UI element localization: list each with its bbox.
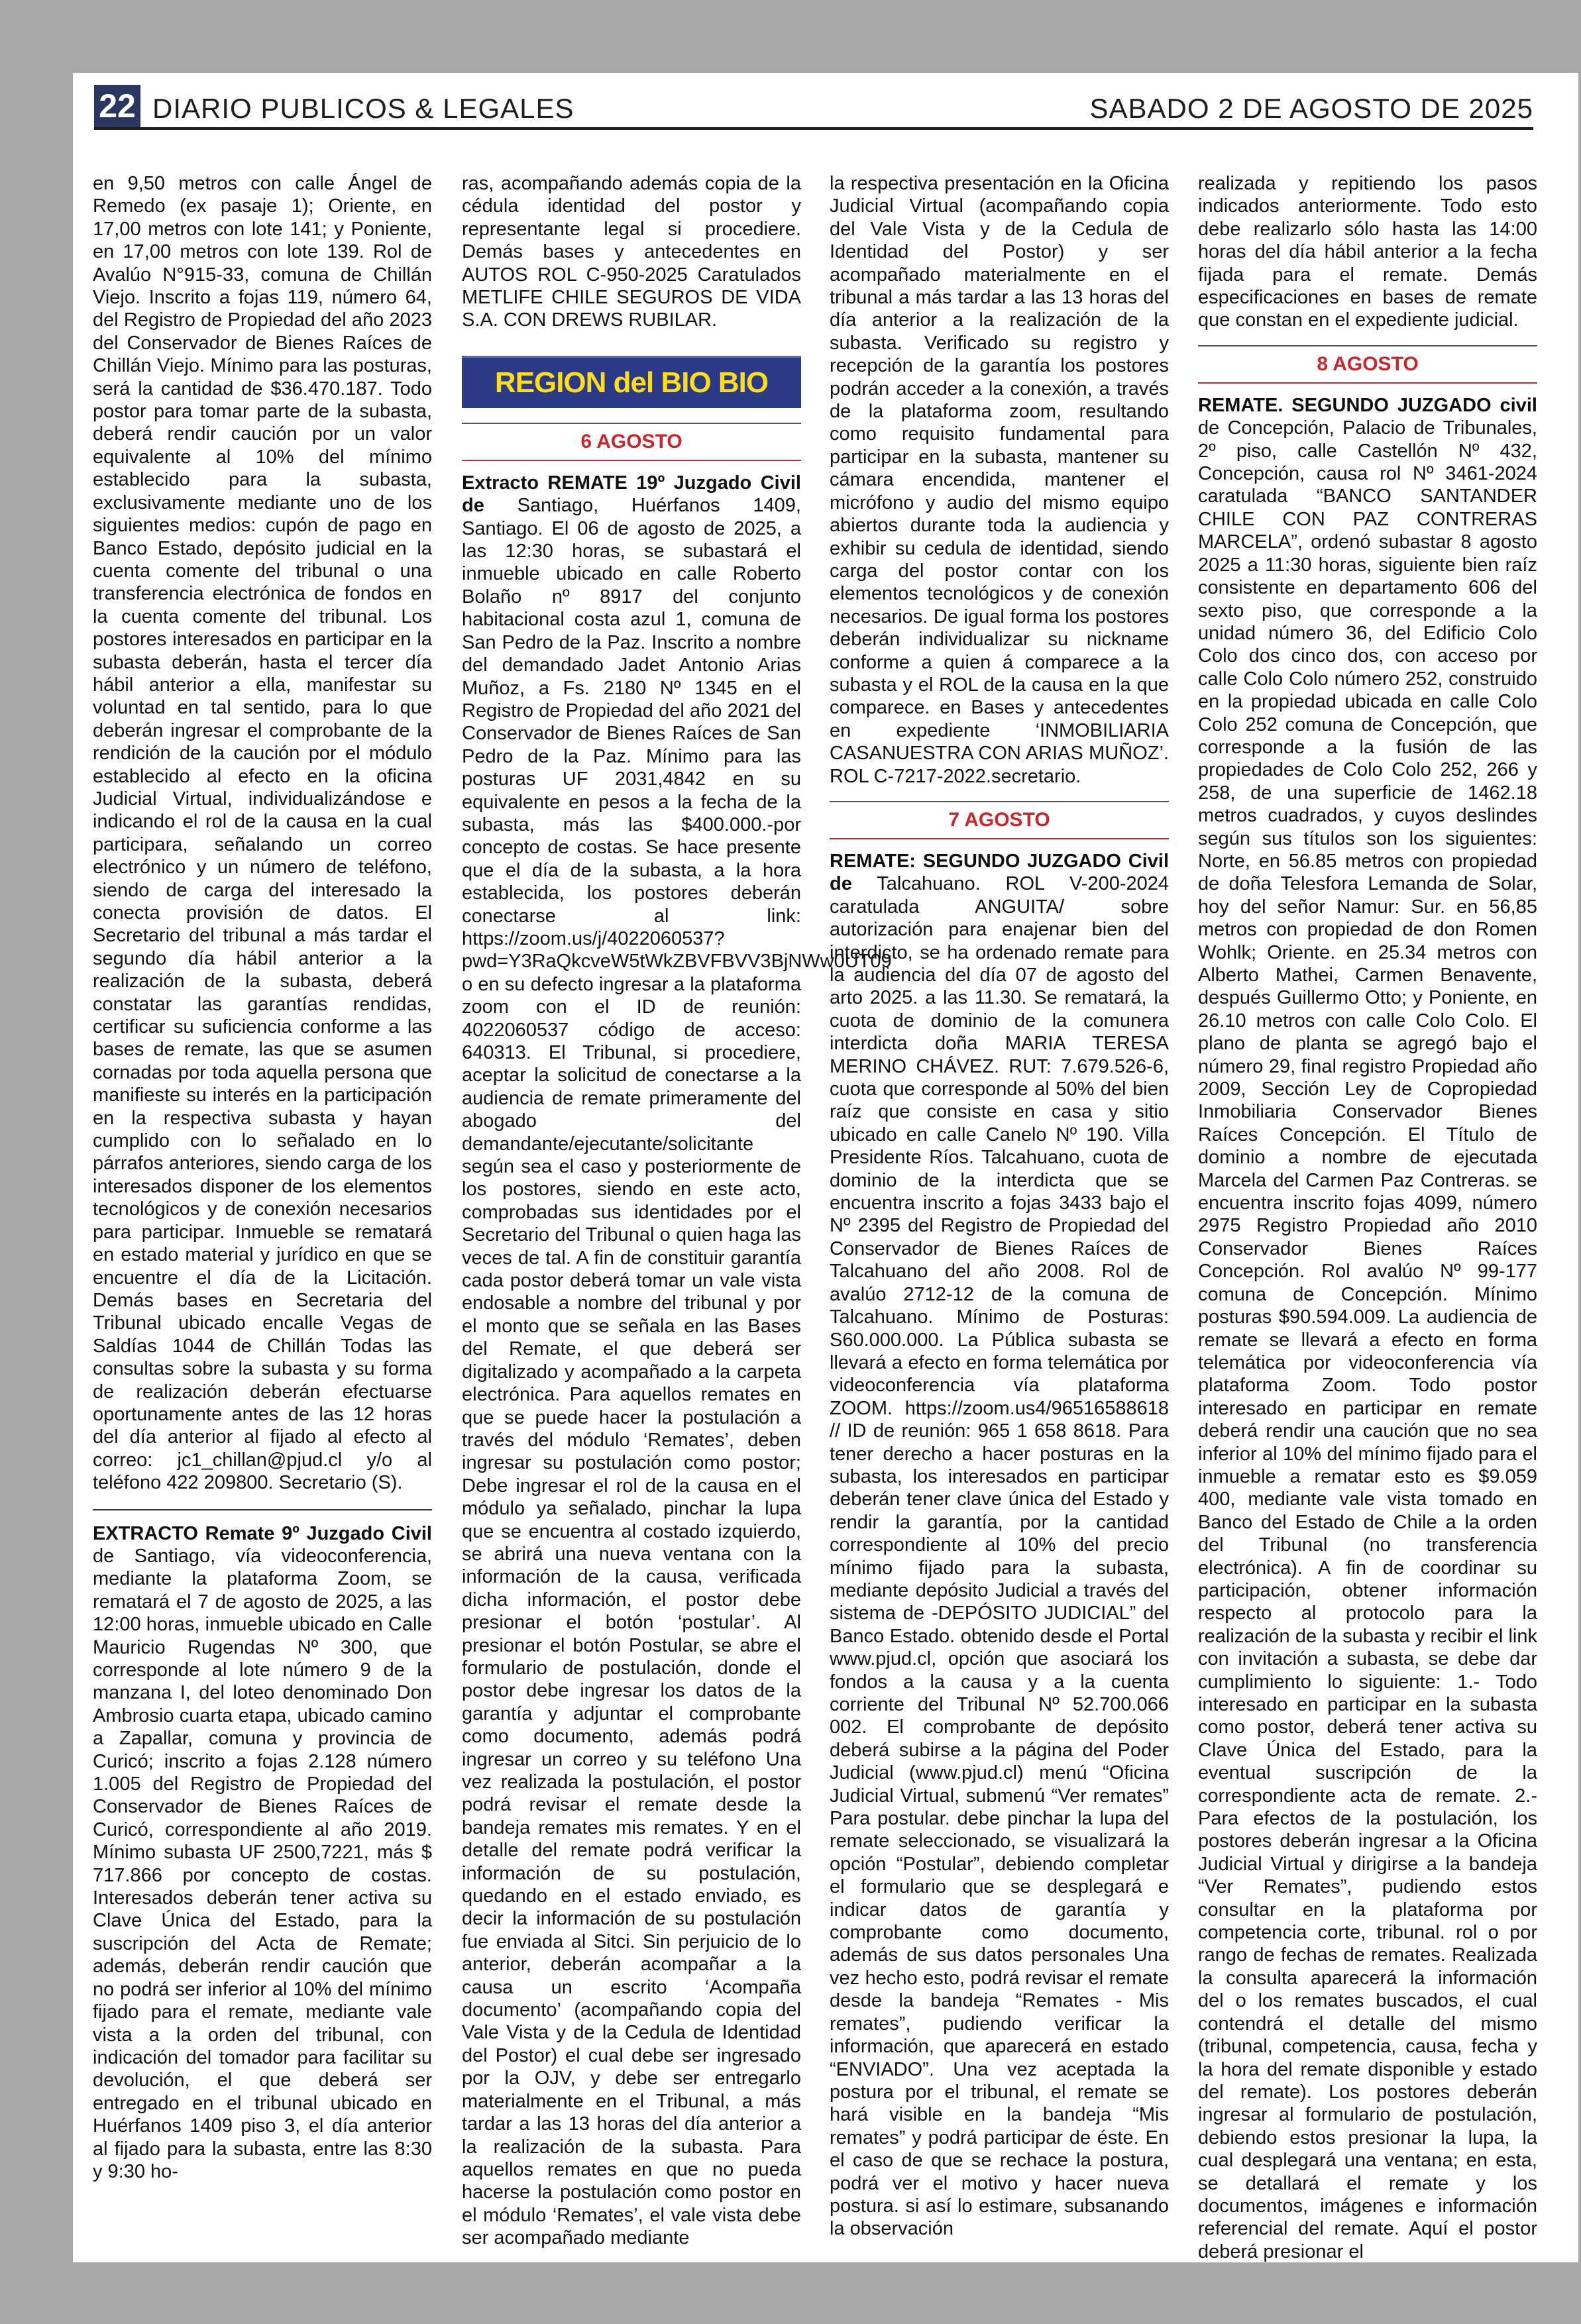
notice-chillan-continued: en 9,50 metros con calle Ángel de Remedo (ex pasaje 1); Oriente, en 17,00 metros con lote 141; y Poniente, en 17,00 metros con lote 139. Rol de Avalúo N°915-33, comuna de Chillán Viejo. Inscrito a fojas 119, número 64, del Registro de Propiedad del año 2023 del Conservador de Bienes Raíces de Chillán Viejo. Mínimo para las posturas, será la cantidad de $36.470.187. Todo postor para tomar parte de la subasta, deberá rendir caución por un valor equivalente al 10% del mínimo establecido para la subasta, exclusivamente mediante uno de los siguientes medios: cupón de pago en Banco Estado, depósito judicial en la cuenta comente del tribunal o una transferencia electrónica de fondos en la cuenta comente del tribunal. Los postores interesados en participar en la subasta deberán, hasta el tercer día hábil anterior a ella, manifestar su voluntad en tal sentido, para lo que deberán ingresar el comprobante de la rendición de la caución por el módulo establecido al efecto en la oficina Judicial Virtual, individualizándose e indicando el rol de la causa en la cual participara, señalando un correo electrónico y un número de teléfono, siendo de carga del interesado la conecta provisión de datos. El Secretario del tribunal a más tardar el segundo día hábil anterior a la realización de la subasta, deberá constatar las garantías rendidas, certificar su suficiencia conforme a las bases de remate, las que se asumen cornadas por toda aquella persona que manifieste su interés en la participación en la respectiva subasta y hayan cumplido con lo señalado en lo párrafos anteriores, siendo carga de los interesados disponer de los elementos tecnológicos y de conexión necesarios para participar. Inmueble se rematará en estado material y jurídico en que se encuentre el día de la Licitación. Demás bases en Secretaria del Tribunal ubicado encalle Vegas de Saldías 1044 de Chillán Todas las consultas sobre la subasta y su forma de realización deberán efectuarse oportunamente antes de las 12 horas del día anterior al fijado al efecto al correo: jc1_chillan@pjud.cl y/o al teléfono 422 209800. Secretario (S).: [93, 173, 432, 1494]
column-4: [1198, 172, 1537, 2262]
column-2: [462, 172, 892, 2259]
notice-lead: EXTRACTO Remate 9º Juzgado Civil: [93, 1522, 432, 1544]
notice-19-juzgado: [462, 472, 892, 2250]
notice-9-juzgado-continued: ras, acompañando además copia de la cédula identidad del postor y representante legal si procediere. Demás bases y antecedentes en AUTOS ROL C-950-2025 Caratulados METLIFE CHILE SEGUROS DE VIDA S.A. CON DREWS RUBILAR.: [462, 173, 801, 331]
notice-body: Santiago, Huérfanos 1409, Santiago. El 06 de agosto de 2025, a las 12:30 horas, se subastará el inmueble ubicado en calle Roberto Bolaño nº 8917 del conjunto habitacional costa azul 1, comuna de San Pedro de la Paz. Inscrito a nombre del demandado Jadet Antonio Arias Muñoz, a Fs. 2180 Nº 1345 en el Registro de Propiedad del año 2021 del Conservador de Bienes Raíces de San Pedro de la Paz. Mínimo para las posturas UF 2031,4842 en su equivalente en pesos a la fecha de la subasta, más las $400.000.-por concepto de costas. Se hace presente que el día de la subasta, a la hora establecida, los postores deberán conectarse al link: https://zoom.us/j/4022060537?pwd=Y3RaQkcveW5tWkZBVFBVV3BjNWw0UT09 o en su defecto ingresar a la plataforma zoom con el ID de reunión: 4022060537 código de acceso: 640313. El Tribunal, si procediere, aceptar la solicitud de conectarse a la audiencia de remate primeramente del abogado del demandante/ejecutante/solicitante según sea el caso y posteriormente de los postores, siendo en este acto, comprobadas sus identidades por el Secretario del Tribunal o quien haga las veces de tal. A fin de constituir garantía cada postor deberá tomar un vale vista endosable a nombre del tribunal y por el monto que se señala en las Bases del Remate, el que deberá ser digitalizado y acompañado a la carpeta electrónica. Para aquellos remates en que se puede hacer la postulación a través del módulo ‘Remates’, deben ingresar su postulación como postor; Debe ingresar el rol de la causa en el módulo ya señalado, pinchar la lupa que se encuentra al costado izquierdo, se abrirá una nueva ventana con la información de la causa, verificada dicha información, el postor debe presionar el botón ‘postular’. Al presionar el botón Postular, se abre el formulario de postulación, donde el postor debe ingresar los datos de la garantía y adjuntar el comprobante como documento, además podrá ingresar un correo y su teléfono Una vez realizada la postulación, el postor podrá revisar el remate desde la bandeja remates mis remates. Y en el detalle del remate podrá verificar la información de su postulación, quedando en el estado enviado, es decir la información de su postulación fue enviada al Sitci. Sin perjuicio de lo anterior, deberán acompañar a la causa un escrito ‘Acompaña documento’ (acompañando copia del Vale Vista y de la Cedula de Identidad del Postor) el cual debe ser ingresado por la OJV, y debe ser entregarlo materialmente en el Tribunal, a más tardar a las 13 horas del día anterior a la realización de la subasta. Para aquellos remates en que no pueda hacerse la postulación como postor en el módulo ‘Remates’, el vale vista debe ser acompañado mediante: [462, 495, 892, 2249]
header-divider: [94, 127, 1533, 130]
notice-concepcion: [1198, 394, 1537, 2263]
section-heading-8-agosto: 8 AGOSTO: [1198, 345, 1537, 384]
column-1: [93, 172, 432, 2259]
section-heading-7-agosto: 7 AGOSTO: [830, 801, 1169, 839]
notice-talcahuano: [830, 850, 1169, 2241]
section-heading-6-agosto: 6 AGOSTO: [462, 423, 801, 461]
notice-talcahuano-continued: realizada y repitiendo los pasos indicados anteriormente. Todo esto debe realizarlo sólo hasta las 14:00 horas del día hábil anterior a la fecha fijada para el remate. Demás especificaciones en bases de remate que constan en el expediente judicial.: [1198, 173, 1537, 331]
publication-title: DIARIO PUBLICOS & LEGALES: [152, 93, 574, 124]
notice-lead: REMATE: SEGUNDO JUZGADO Civil de: [830, 850, 1169, 895]
notice-19-juzgado-continued: la respectiva presentación en la Oficina Judicial Virtual (acompañando copia del Vale Vista y de la Cedula de Identidad del Postor) y ser acompañado materialmente en el tribunal a más tardar a las 13 horas del día anterior a la realización de la subasta. Verificado su registro y recepción de la garantía los postores podrán acceder a la conexión, a través de la plataforma zoom, resultando como requisito fundamental para participar en la subasta, mantener su cámara encendida, mantener el micrófono y audio del mismo equipo abiertos durante toda la audiencia y exhibir su cedula de identidad, siendo carga del postor contar con los elementos tecnológicos y de conexión necesarios. De igual forma los postores deberán individualizar su nickname conforme a quien á comparece a la subasta y el ROL de la causa en la que comparece. en Bases y antecedentes en expediente ‘INMOBILIARIA CASANUESTRA CON ARIAS MUÑOZ’. ROL C-7217-2022.secretario.: [830, 173, 1169, 787]
issue-date: SABADO 2 DE AGOSTO DE 2025: [1089, 93, 1533, 124]
region-banner: REGION del BIO BIO: [462, 356, 801, 408]
notice-body: Talcahuano. ROL V-200-2024 caratulada ANGUITA/ sobre autorización para enajenar bien del interdicto, se ha ordenado remate para la audiencia del día 07 de agosto del arto 2025. a las 11.30. Se rematará, la cuota de dominio de la comunera interdicta doña MARIA TERESA MERINO CHÁVEZ. RUT: 7.679.526-6, cuota que corresponde al 50% del bien raíz que consiste en casa y sitio ubicado en calle Canelo Nº 190. Villa Presidente Ríos. Talcahuano, cuota de dominio de la interdicta que se encuentra inscrito a fojas 3433 bajo el Nº 2395 del Registro de Propiedad del Conservador de Bienes Raíces de Talcahuano del año 2008. Rol de avalúo 2712-12 de la comuna de Talcahuano. Mínimo de Posturas: S60.000.000. La Pública subasta se llevará a efecto en forma telemática por videoconferencia vía plataforma ZOOM. https://zoom.us4/96516588618 // ID de reunión: 965 1 658 8618. Para tener derecho a hacer posturas en la subasta, los interesados en participar deberán tener clave única del Estado y rendir la garantía, por la cantidad correspondiente al 10% del precio mínimo fijado para la subasta, mediante depósito Judicial a través del sistema de -DEPÓSITO JUDICIAL” del Banco Estado. obtenido desde el Portal www.pjud.cl, opción que asociará los fondos a la causa y a la cuenta corriente del Tribunal Nº 52.700.066 002. El comprobante de depósito deberá subirse a la página del Poder Judicial (www.pjud.cl) menú “Oficina Judicial Virtual, submenú “Ver remates” Para postular. debe pinchar la lupa del remate seleccionado, se visualizará la opción “Postular”, debiendo completar el formulario que se desplegará e indicar datos de garantía y comprobante como documento, además de sus datos personales Una vez hecho esto, podrá revisar el remate desde la bandeja “Remates - Mis remates”, pudiendo verificar la información, que aparecerá en estado “ENVIADO”. Una vez aceptada la postura por el tribunal, el remate se hará visible en la bandeja “Mis remates” y podrá participar de éste. En el caso de que se rechace la postura, podrá ver el motivo y hacer nueva postura. si así lo estimare, subsanando la observación: [830, 873, 1169, 2240]
notice-body: de Concepción, Palacio de Tribunales, 2º piso, calle Castellón Nº 432, Concepción, causa rol Nº 3461-2024 caratulada “BANCO SANTANDER CHILE CON PAZ CONTRERAS MARCELA”, ordenó subastar 8 agosto 2025 a 11:30 horas, siguiente bien raíz consistente en departamento 606 del sexto piso, que corresponde a la unidad número 36, del Edificio Colo Colo dos cinco dos, con acceso por calle Colo Colo número 252, construido en la propiedad ubicada en calle Colo Colo 252 comuna de Concepción, que corresponde a la fusión de las propiedades de Colo Colo 252, 266 y 258, de una superficie de 1462.18 metros cuadrados, y cuyos deslindes según sus títulos son los siguientes: Norte, en 56.85 metros con propiedad de doña Telesfora Lemanda de Solar, hoy del señor Namur: Sur. en 56,85 metros con propiedad de don Romen Wohlk; Oriente. en 25.34 metros con Alberto Mathei, Carmen Benavente, después Guillermo Otto; y Poniente, en 26.10 metros con calle Colo Colo. El plano de planta se agregó bajo el número 29, final registro Propiedad año 2009, Sección Ley de Copropiedad Inmobiliaria Conservador Bienes Raíces Concepción. El Título de dominio a nombre de ejecutada Marcela del Carmen Paz Contreras. se encuentra inscrito fojas 4099, número 2975 Registro Propiedad año 2010 Conservador Bienes Raíces Concepción. Rol avalúo Nº 99-177 comuna de Concepción. Mínimo posturas $90.594.009. La audiencia de remate se llevará a efecto en forma telemática por videoconferencia vía plataforma Zoom. Todo postor interesado en participar en remate deberá rendir una caución que no sea inferior al 10% del mínimo fijado para el inmueble a rematar esto es $9.059 400, mediante vale vista tomado en Banco del Estado de Chile a la orden del Tribunal (no transferencia electrónica). A fin de coordinar su participación, obtener información respecto al protocolo para la realización de la subasta y recibir el link con invitación a subasta, se debe dar cumplimiento lo siguiente: 1.- Todo interesado en participar en la subasta como postor, deberá tener activa su Clave Única del Estado, para la eventual suscripción de la correspondiente acta de remate. 2.- Para efectos de la postulación, los postores deberán ingresar a la Oficina Judicial Virtual y dirigirse a la bandeja “Ver Remates”, pudiendo estos consultar en la plataforma por competencia corte, tribunal. rol o por rango de fechas de remates. Realizada la consulta aparecerá la información del o los remates buscados, el cual contendrá el detalle del mismo (tribunal, competencia, causa, fecha y la hora del remate disponible y estado del remate). Los postores deberán ingresar al formulario de postulación, debiendo estos presionar la lupa, la cual desplegará una ventana; en esta, se detallará el remate y los documentos, imágenes e información referencial del remate. Aquí el postor deberá presionar el: [1198, 417, 1537, 2262]
notice-lead: Extracto REMATE 19º Juzgado Civil de: [462, 472, 801, 517]
page-number: 22: [94, 85, 140, 127]
notice-body: de Santiago, vía videoconferencia, mediante la plataforma Zoom, se rematará el 7 de agosto de 2025, a las 12:00 horas, inmueble ubicado en Calle Mauricio Rugendas Nº 300, que corresponde al lote número 9 de la manzana I, del loteo denominado Don Ambrosio cuarta etapa, ubicado camino a Zapallar, comuna y provincia de Curicó; inscrito a fojas 2.128 número 1.005 del Registro de Propiedad del Conservador de Bienes Raíces de Curicó, correspondiente al año 2019. Mínimo subasta UF 2500,7221, más $ 717.866 por concepto de costas. Interesados deberán tener activa su Clave Única del Estado, para la suscripción del Acta de Remate; además, deberán rendir caución que no podrá ser inferior al 10% del mínimo fijado para el remate, mediante vale vista a la orden del tribunal, con indicación del tomador para facilitar su devolución, el que deberá ser entregado en el tribunal ubicado en Huérfanos 1409 piso 3, el día anterior al fijado para la subasta, entre las 8:30 y 9:30 ho-: [93, 1545, 432, 2182]
notice-9-juzgado: [93, 1522, 432, 2184]
column-3: [830, 172, 1169, 2259]
notice-divider: [93, 1509, 432, 1510]
notice-lead: REMATE. SEGUNDO JUZGADO civil: [1198, 394, 1537, 416]
